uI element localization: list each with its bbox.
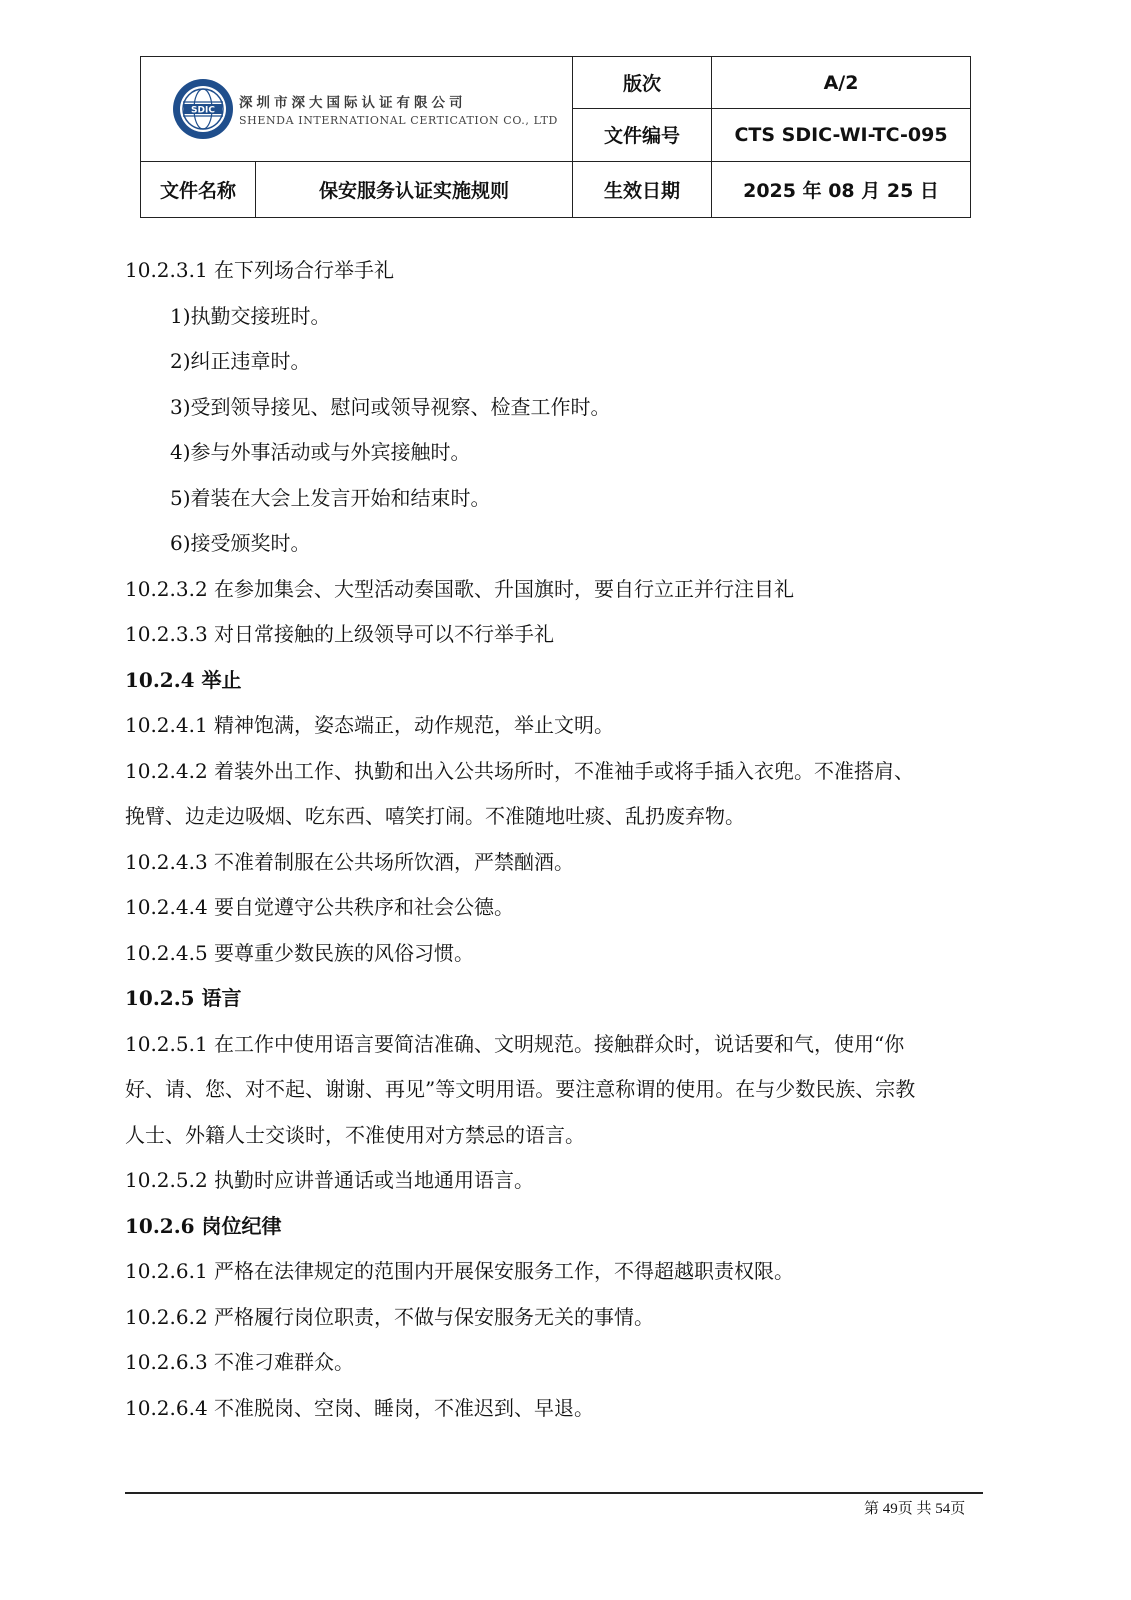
clause-10-2-5-1-continued-2: 人士、外籍人士交谈时，不准使用对方禁忌的语言。 [125, 1122, 585, 1147]
clause-10-2-5-1-continued: 好、请、您、对不起、谢谢、再见”等文明用语。要注意称谓的使用。在与少数民族、宗教 [125, 1077, 916, 1101]
document-header-table [140, 56, 971, 218]
clause-10-2-4-2: 10.2.4.2 着装外出工作、执勤和出入公共场所时，不准袖手或将手插入衣兜。不准搭肩、 [125, 758, 915, 783]
version-label: 版次 [573, 57, 712, 109]
list-item-3: 3)受到领导接见、慰问或领导视察、检查工作时。 [170, 394, 611, 419]
company-name-en: SHENDA INTERNATIONAL CERTICATION CO., LTD [239, 113, 558, 127]
clause-10-2-6-3: 10.2.6.3 不准刁难群众。 [125, 1350, 355, 1374]
effective-date-label: 生效日期 [573, 161, 712, 217]
list-item-5: 5)着装在大会上发言开始和结束时。 [170, 485, 491, 510]
document-number-label: 文件编号 [573, 109, 712, 161]
version-value: A/2 [712, 57, 971, 109]
document-body [125, 248, 1015, 1431]
effective-date-value: 2025 年 08 月 25 日 [712, 161, 971, 217]
document-number-value: CTS SDIC-WI-TC-095 [712, 109, 971, 161]
clause-10-2-6-2: 10.2.6.2 严格履行岗位职责，不做与保安服务无关的事情。 [125, 1304, 655, 1329]
document-name-label: 文件名称 [141, 161, 256, 217]
document-name-value: 保安服务认证实施规则 [256, 161, 573, 217]
clause-10-2-4-3: 10.2.4.3 不准着制服在公共场所饮酒，严禁酗酒。 [125, 849, 575, 874]
footer-divider [125, 1492, 983, 1494]
clause-10-2-4-4: 10.2.4.4 要自觉遵守公共秩序和社会公德。 [125, 895, 515, 919]
clause-10-2-4-1: 10.2.4.1 精神饱满，姿态端正，动作规范，举止文明。 [125, 713, 615, 737]
page-number: 第 49页 共 54页 [864, 1501, 966, 1517]
clause-10-2-3-2: 10.2.3.2 在参加集会、大型活动奏国歌、升国旗时，要自行立正并行注目礼 [125, 576, 795, 601]
clause-10-2-3-3: 10.2.3.3 对日常接触的上级领导可以不行举手礼 [125, 622, 555, 646]
svg-text:SDIC: SDIC [191, 105, 215, 116]
list-item-4: 4)参与外事活动或与外宾接触时。 [170, 440, 471, 464]
section-heading-10-2-5: 10.2.5 语言 [125, 986, 242, 1010]
list-item-6: 6)接受颁奖时。 [170, 531, 311, 555]
list-item-1: 1)执勤交接班时。 [170, 303, 331, 328]
clause-10-2-5-2: 10.2.5.2 执勤时应讲普通话或当地通用语言。 [125, 1168, 535, 1192]
clause-10-2-6-4: 10.2.6.4 不准脱岗、空岗、睡岗，不准迟到、早退。 [125, 1395, 595, 1420]
section-heading-10-2-4: 10.2.4 举止 [125, 667, 242, 692]
section-heading-10-2-6: 10.2.6 岗位纪律 [125, 1213, 282, 1238]
company-logo-cell [141, 57, 573, 162]
list-item-2: 2)纠正违章时。 [170, 349, 311, 373]
company-name-cn: 深圳市深大国际认证有限公司 [239, 94, 467, 111]
company-logo-icon [171, 77, 235, 141]
clause-10-2-5-1: 10.2.5.1 在工作中使用语言要简洁准确、文明规范。接触群众时，说话要和气，使用“你 [125, 1031, 905, 1056]
clause-10-2-4-5: 10.2.4.5 要尊重少数民族的风俗习惯。 [125, 940, 475, 965]
clause-10-2-6-1: 10.2.6.1 严格在法律规定的范围内开展保安服务工作，不得超越职责权限。 [125, 1259, 795, 1283]
clause-10-2-4-2-continued: 挽臂、边走边吸烟、吃东西、嘻笑打闹。不准随地吐痰、乱扔废弃物。 [125, 804, 745, 828]
clause-10-2-3-1: 10.2.3.1 在下列场合行举手礼 [125, 258, 395, 282]
